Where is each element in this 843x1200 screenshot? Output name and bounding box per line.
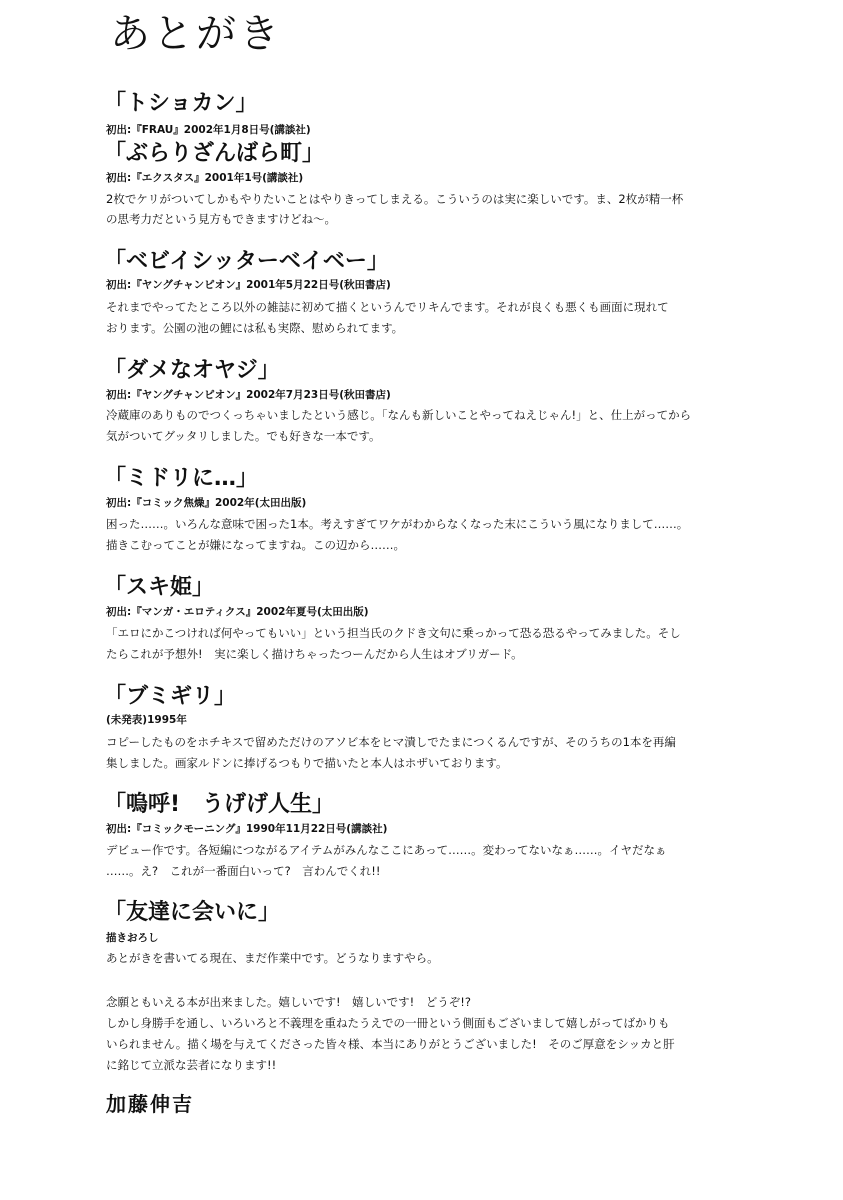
entry-text-line: たらこれが予想外! 実に楽しく描けちゃったつーんだから人生はオブリガード。 — [106, 647, 523, 661]
entry-source: 初出:『FRAU』2002年1月8日号(講談社) — [106, 124, 311, 136]
author-signature: 加藤伸吉 — [106, 1092, 194, 1116]
entry-text-line: 2枚でケリがついてしかもやりたいことはやりきってしまえる。こういうのは実に楽しいです。ま、2枚が精一杯 — [106, 192, 684, 206]
entry-text-line: おります。公園の池の鯉には私も実際、慰められてます。 — [106, 321, 404, 335]
entry-title: 「ベビイシッターベイベー」 — [104, 249, 389, 274]
entry-text-line: コピーしたものをホチキスで留めただけのアソビ本をヒマ潰しでたまにつくるんですが、そのうちの1本を再編 — [106, 735, 676, 749]
closing-text-line: に銘じて立派な芸者になります!! — [106, 1058, 277, 1072]
entry-text-line: ……。え? これが一番面白いって? 言わんでくれ!! — [106, 864, 381, 878]
entry-title: 「友達に会いに」 — [104, 900, 281, 925]
entry-source: (未発表)1995年 — [106, 714, 187, 726]
page-title: あとがき — [110, 11, 282, 57]
entry-source: 初出:『マンガ・エロティクス』2002年夏号(太田出版) — [106, 606, 369, 618]
entry-source: 初出:『コミックモーニング』1990年11月22日号(講談社) — [106, 823, 388, 835]
closing-text-line: いられません。描く場を与えてくださった皆々様、本当にありがとうございました! そのご厚意をシッカと肝 — [106, 1037, 675, 1051]
entry-text-line: それまでやってたところ以外の雑誌に初めて描くというんでリキんでます。それが良くも悪くも画面に現れて — [106, 300, 669, 314]
entry-text-line: の思考力だという見方もできますけどね〜。 — [106, 212, 336, 226]
entry-source: 描きおろし — [106, 932, 159, 944]
entry-source: 初出:『コミック焦燥』2002年(太田出版) — [106, 497, 307, 509]
entry-title: 「嗚呼! うげげ人生」 — [104, 792, 335, 817]
entry-text-line: 困った……。いろんな意味で困った1本。考えすぎてワケがわからなくなった末にこういう風になりまして……。 — [106, 517, 689, 531]
entry-text-line: 描きこむってことが嫌になってますね。この辺から……。 — [106, 538, 405, 552]
entry-title: 「ミドリに…」 — [104, 466, 259, 491]
entry-title: 「スキ姫」 — [104, 575, 215, 600]
entry-title: 「トショカン」 — [104, 91, 258, 116]
entry-text-line: 「エロにかこつければ何やってもいい」という担当氏のクドき文句に乗っかって恐る恐るやってみました。そし — [106, 626, 681, 640]
entry-title: 「ダメなオヤジ」 — [104, 358, 280, 383]
closing-text-line: しかし身勝手を通し、いろいろと不義理を重ねたうえでの一冊という側面もございまして嬉しがってばかりも — [106, 1016, 670, 1030]
entry-title: 「ぶらりざんばら町」 — [104, 141, 325, 166]
entry-text-line: 気がついてグッタリしました。でも好きな一本です。 — [106, 429, 381, 443]
entry-text-line: 集しました。画家ルドンに捧げるつもりで描いたと本人はホザいております。 — [106, 756, 508, 770]
entry-text-line: あとがきを書いてる現在、まだ作業中です。どうなりますやら。 — [106, 951, 439, 965]
closing-text-line: 念願ともいえる本が出来ました。嬉しいです! 嬉しいです! どうぞ!? — [106, 995, 471, 1009]
entry-title: 「ブミギリ」 — [104, 684, 237, 709]
entry-source: 初出:『ヤングチャンピオン』2001年5月22日号(秋田書店) — [106, 279, 391, 291]
entry-source: 初出:『エクスタス』2001年1号(講談社) — [106, 172, 304, 184]
entry-text-line: デビュー作です。各短編につながるアイテムがみんなここにあって……。変わってないなぁ……。イヤだなぁ — [106, 843, 667, 857]
entry-source: 初出:『ヤングチャンピオン』2002年7月23日号(秋田書店) — [106, 389, 391, 401]
entry-text-line: 冷蔵庫のありものでつくっちゃいましたという感じ。「なんも新しいことやってねえじゃん!」と、仕上がってから — [106, 408, 692, 422]
